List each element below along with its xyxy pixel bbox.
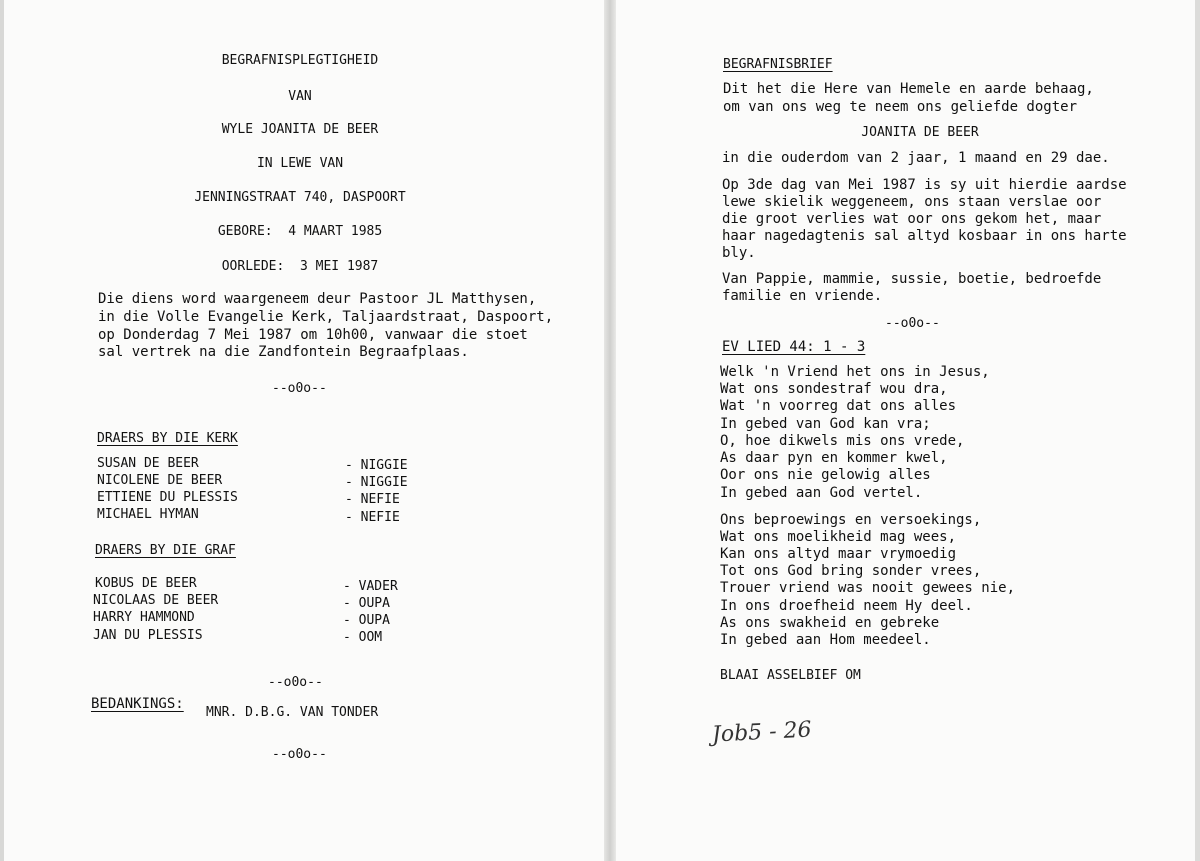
separator: --o0o-- (272, 381, 327, 396)
hymn-line: In gebed van God kan vra; (720, 416, 931, 432)
letter-paragraph-line: Op 3de dag van Mei 1987 is sy uit hierdie aardse (722, 177, 1127, 193)
intro-line: Dit het die Here van Hemele en aarde behaag, (723, 81, 1094, 97)
separator: --o0o-- (885, 316, 940, 331)
left-page-edge (0, 0, 4, 861)
bearer-relation: - NEFIE (345, 492, 400, 507)
thanks-value: MNR. D.B.G. VAN TONDER (206, 705, 379, 720)
bearer-relation: - NIGGIE (345, 458, 408, 473)
turn-over-note: BLAAI ASSELBIEF OM (720, 668, 861, 683)
thanks-label: BEDANKINGS: (91, 696, 184, 712)
bearer-name: JAN DU PLESSIS (93, 628, 203, 643)
separator: --o0o-- (272, 747, 327, 762)
hymn-line: Trouer vriend was nooit gewees nie, (720, 580, 1016, 596)
bearer-relation: - OOM (343, 630, 383, 645)
letter-paragraph-line: bly. (722, 245, 756, 261)
hymn-line: Ons beproewings en versoekings, (720, 512, 982, 528)
handwritten-reference: Job5 - 26 (711, 717, 813, 748)
letter-paragraph-line: haar nagedagtenis sal altyd kosbaar in ons harte (722, 228, 1127, 244)
hymn-line: Wat ons moelikheid mag wees, (720, 529, 957, 545)
service-line: in die Volle Evangelie Kerk, Taljaardstraat, Daspoort, (98, 309, 554, 325)
family-line: familie en vriende. (722, 288, 883, 304)
bearer-name: SUSAN DE BEER (97, 456, 199, 471)
hymn-heading: EV LIED 44: 1 - 3 (722, 339, 866, 355)
page-fold (604, 0, 616, 861)
bearer-relation: - VADER (343, 579, 398, 594)
death-date: OORLEDE: 3 MEI 1987 (221, 259, 379, 274)
bearer-relation: - NEFIE (345, 510, 400, 525)
bearer-name: HARRY HAMMOND (93, 610, 195, 625)
hymn-line: Oor ons nie gelowig alles (720, 467, 931, 483)
daughter-name: JOANITA DE BEER (861, 125, 979, 140)
hymn-line: In ons droefheid neem Hy deel. (720, 598, 973, 614)
hymn-line: Kan ons altyd maar vrymoedig (720, 546, 957, 562)
hymn-line: As daar pyn en kommer kwel, (720, 450, 948, 466)
in-lewe-van-label: IN LEWE VAN (256, 156, 344, 171)
age-line: in die ouderdom van 2 jaar, 1 maand en 29 dae. (722, 150, 1110, 166)
bearer-name: NICOLAAS DE BEER (93, 593, 219, 608)
bearer-name: NICOLENE DE BEER (97, 473, 223, 488)
letter-paragraph-line: die groot verlies wat oor ons gekom het, maar (722, 211, 1102, 227)
letter-paragraph-line: lewe skielik weggeneem, ons staan verslae oor (722, 194, 1102, 210)
service-line: Die diens word waargeneem deur Pastoor JL Matthysen, (98, 291, 537, 307)
van-label: VAN (288, 89, 312, 104)
hymn-line: As ons swakheid en gebreke (720, 615, 940, 631)
separator: --o0o-- (268, 675, 323, 690)
hymn-line: Wat ons sondestraf wou dra, (720, 381, 948, 397)
letter-heading: BEGRAFNISBRIEF (723, 57, 833, 72)
right-page-edge (1195, 0, 1200, 861)
ceremony-title: BEGRAFNISPLEGTIGHEID (221, 53, 379, 68)
hymn-line: In gebed aan Hom meedeel. (720, 632, 931, 648)
grave-bearers-heading: DRAERS BY DIE GRAF (95, 543, 236, 558)
church-bearers-heading: DRAERS BY DIE KERK (97, 431, 238, 446)
bearer-relation: - OUPA (343, 613, 390, 628)
birth-date: GEBORE: 4 MAART 1985 (217, 224, 383, 239)
bearer-name: ETTIENE DU PLESSIS (97, 490, 238, 505)
bearer-relation: - OUPA (343, 596, 390, 611)
hymn-line: Wat 'n voorreg dat ons alles (720, 398, 957, 414)
bearer-name: MICHAEL HYMAN (97, 507, 199, 522)
service-line: op Donderdag 7 Mei 1987 om 10h00, vanwaar die stoet (98, 327, 528, 343)
family-line: Van Pappie, mammie, sussie, boetie, bedroefde (722, 271, 1102, 287)
deceased-name: WYLE JOANITA DE BEER (221, 122, 379, 137)
hymn-line: Welk 'n Vriend het ons in Jesus, (720, 364, 990, 380)
hymn-line: Tot ons God bring sonder vrees, (720, 563, 982, 579)
service-line: sal vertrek na die Zandfontein Begraafplaas. (98, 344, 469, 360)
bearer-name: KOBUS DE BEER (95, 576, 197, 591)
address: JENNINGSTRAAT 740, DASPOORT (194, 190, 406, 205)
hymn-line: O, hoe dikwels mis ons vrede, (720, 433, 965, 449)
hymn-line: In gebed aan God vertel. (720, 485, 923, 501)
intro-line: om van ons weg te neem ons geliefde dogter (723, 99, 1078, 115)
bearer-relation: - NIGGIE (345, 475, 408, 490)
